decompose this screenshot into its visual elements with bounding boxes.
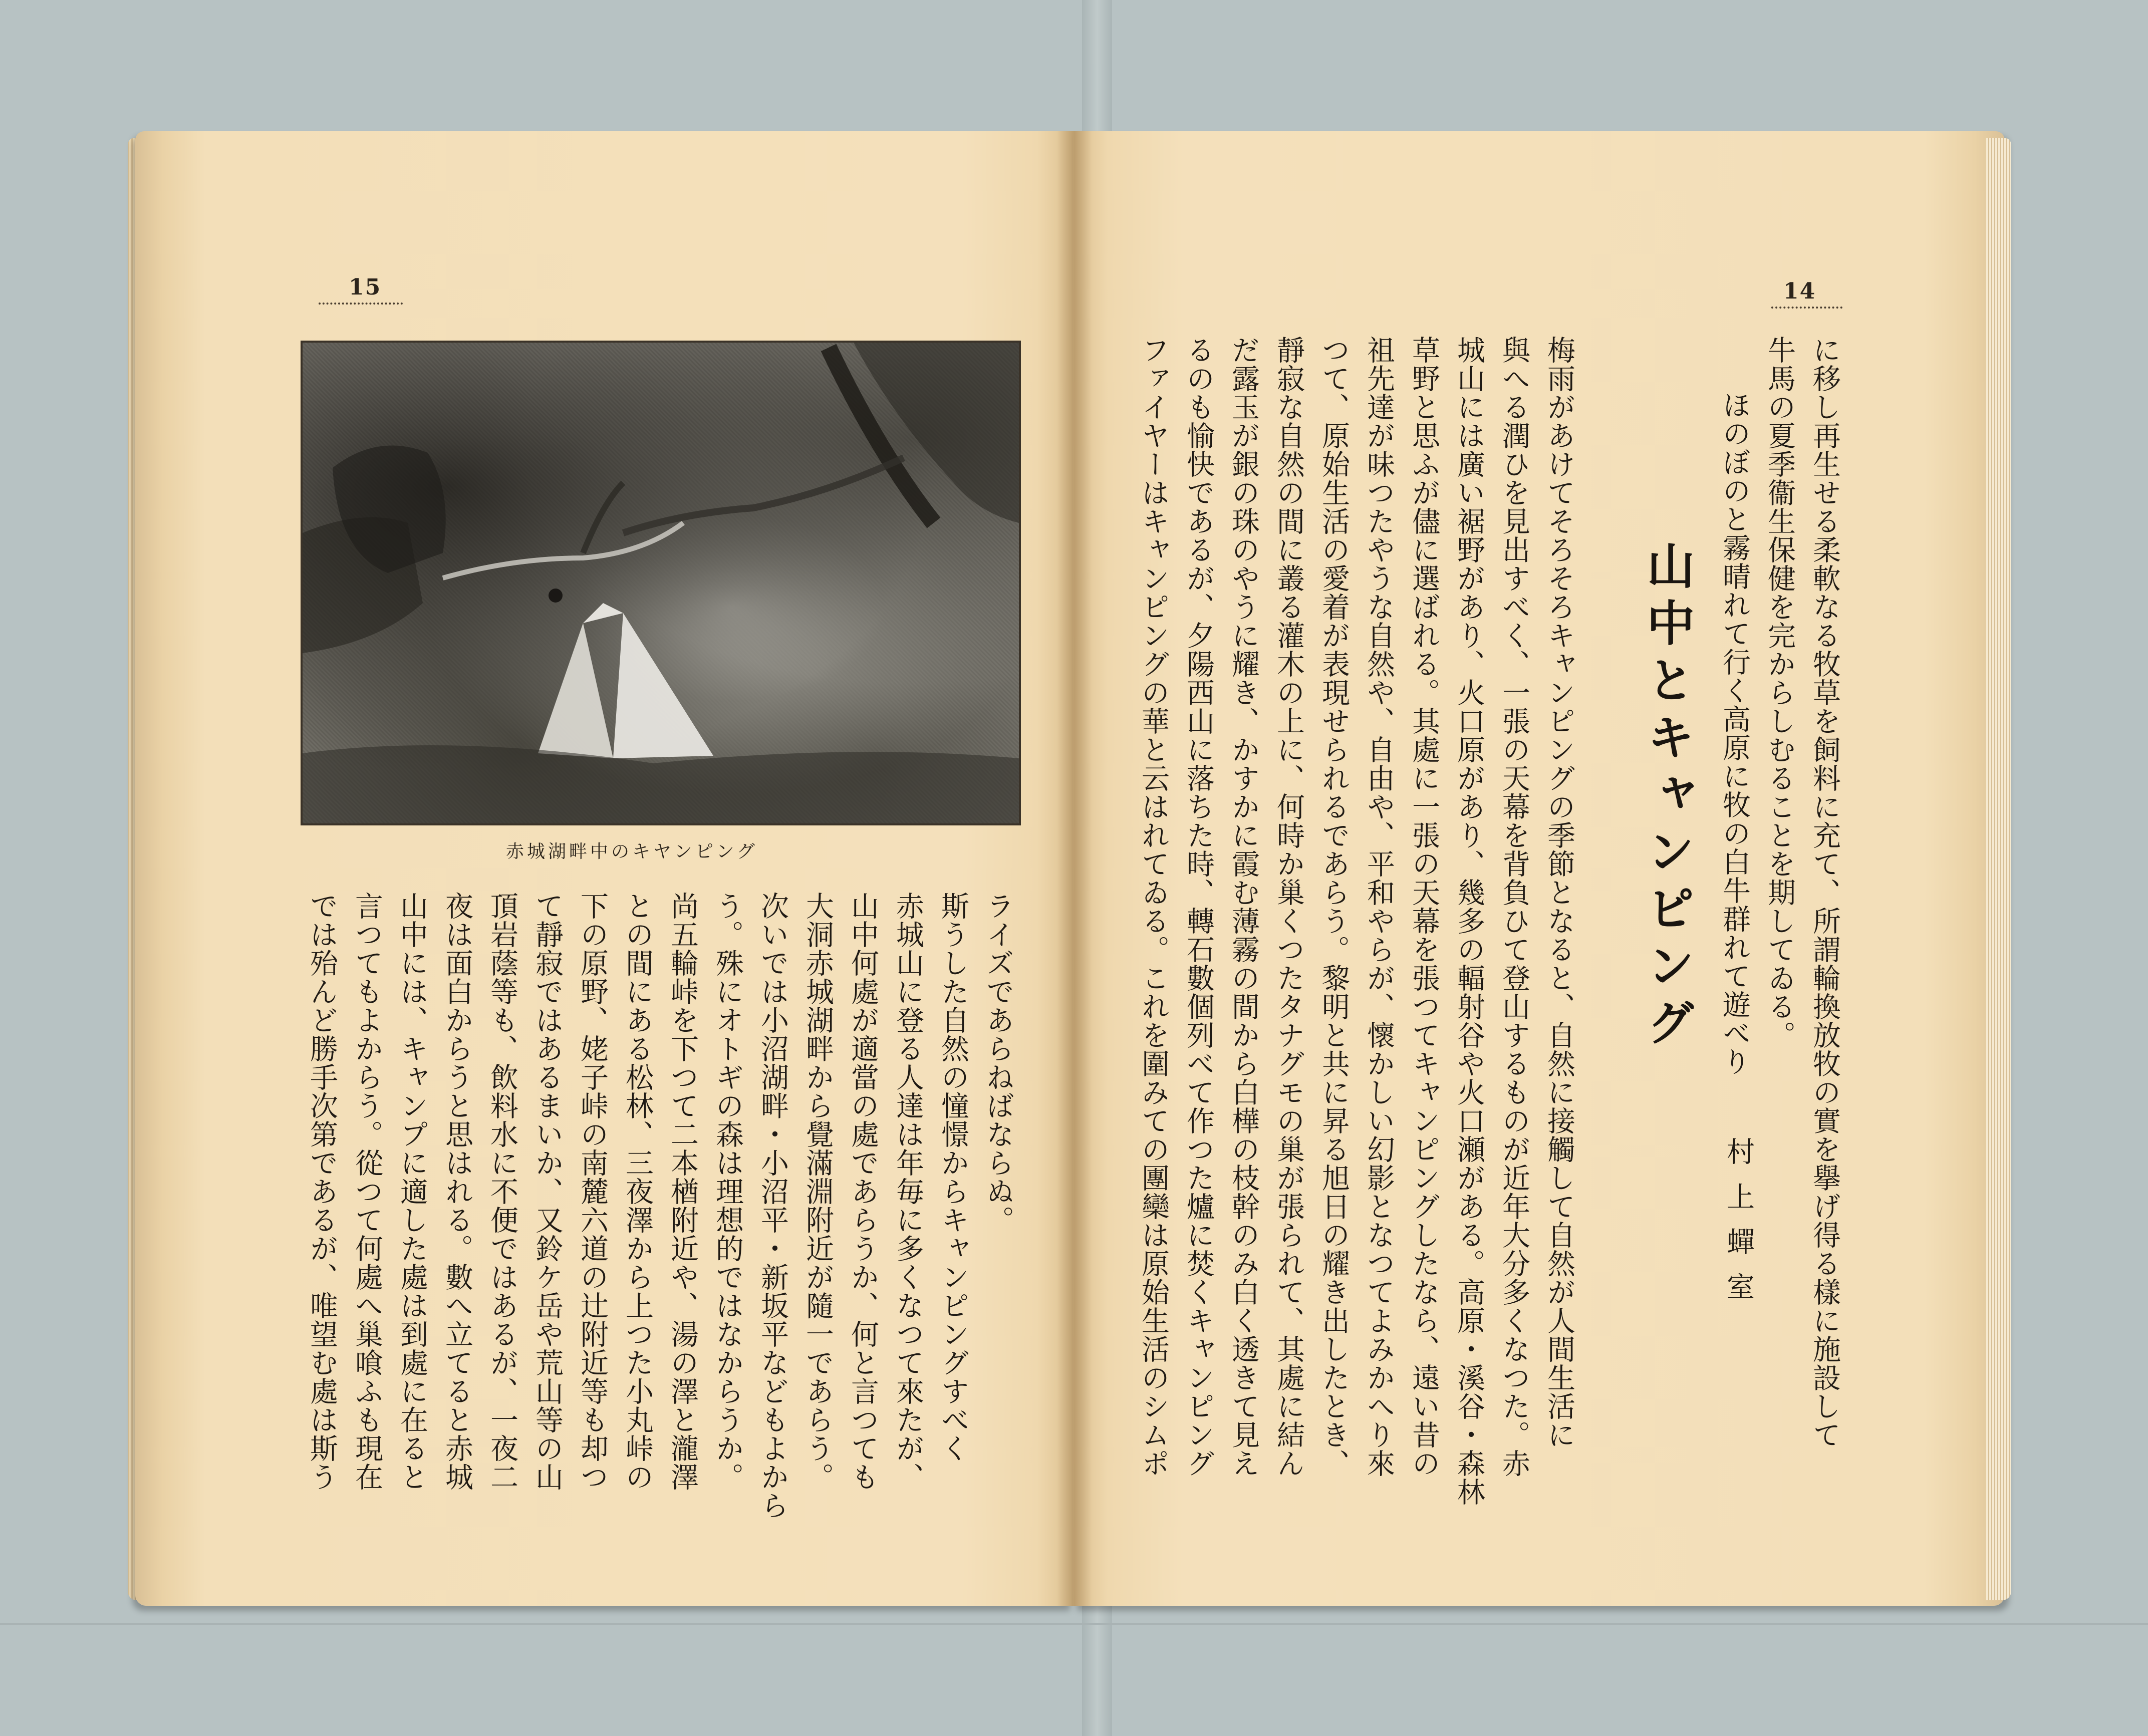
camping-photo (301, 341, 1021, 825)
left-line-13: 夜は面白からうと思はれる。數へ立てると赤城 (441, 892, 473, 1491)
left-line-3: 赤城山に登る人達は年毎に多くなつて來たが、 (892, 892, 924, 1491)
body-line-4: 草野と思ふが儘に選ばれる。其處に一張の天幕を張つてキャンピングしたなら、遠い昔の (1408, 336, 1440, 1478)
photo-caption: 赤城湖畔中のキヤンピング (506, 841, 758, 862)
left-line-2: 斯うした自然の憧憬からキャンピングすべく (937, 892, 969, 1463)
body-line-8: だ露玉が銀の珠のやうに耀き、かすかに霞む薄霧の間から白樺の枝幹のみ白く透きて見え (1227, 336, 1260, 1478)
body-line-9: るのも愉快であるが、夕陽西山に落ちた時、轉石數個列べて作つた爐に焚くキャンピング (1182, 336, 1215, 1478)
right-page-number: 14 (1783, 278, 1816, 304)
left-line-1: ライズであらねばならぬ。 (982, 892, 1014, 1234)
left-line-5: 大洞赤城湖畔から覺滿淵附近が隨一であらう。 (801, 892, 834, 1491)
left-line-10: 下の原野、姥子峠の南麓六道の辻附近等も却つ (576, 892, 609, 1491)
body-line-3: 城山には廣い裾野があり、火口原があり、幾多の輻射谷や火口瀬がある。高原・溪谷・森林 (1453, 336, 1485, 1506)
article-title: 山中とキャンピング (1639, 541, 1696, 1055)
intro-line-2: 牛馬の夏季衞生保健を完からしむることを期してゐる。 (1763, 336, 1796, 1049)
left-line-14: 山中には、キャンプに適した處は到處に在ると (396, 892, 428, 1491)
right-page-stack-edges (1986, 138, 2011, 1600)
left-line-9: との間にある松林、三夜澤から上つた小丸峠の (621, 892, 654, 1491)
background-board-edge (0, 1623, 2148, 1625)
camping-photo-illustration (303, 343, 1019, 823)
left-line-11: て靜寂ではあるまいか、又鈴ケ岳や荒山等の山 (531, 892, 564, 1491)
book-gutter (1057, 131, 1092, 1606)
left-line-16: では殆んど勝手次第であるが、唯望む處は斯う (306, 892, 338, 1491)
intro-line-3: ほのぼのと霧晴れて行く高原に牧の白牛群れて遊べり (1718, 391, 1751, 1076)
left-line-8: 尚五輪峠を下つて二本楢附近や、湯の澤と瀧澤 (666, 892, 699, 1491)
body-line-6: つて、原始生活の愛着が表現せられるであらう。黎明と共に昇る旭日の耀き出したとき、 (1317, 336, 1350, 1478)
left-line-12: 頂岩蔭等も、飲料水に不便ではあるが、一夜二 (486, 892, 518, 1491)
right-page-number-rule (1771, 307, 1842, 309)
body-line-7: 靜寂な自然の間に叢る灌木の上に、何時か巢くつたタナグモの巢が張られて、其處に結ん (1272, 336, 1305, 1478)
article-author: 村上蟬室 (1722, 1137, 1755, 1317)
body-line-2: 與へる潤ひを見出すべく、一張の天幕を背負ひて登山するものが近年大分多くなつた。赤 (1498, 336, 1530, 1478)
intro-line-1: に移し再生せる柔軟なる牧草を飼料に充て、所謂輪換放牧の實を擧げ得る樣に施設して (1808, 336, 1841, 1449)
left-page-number-rule (319, 303, 403, 305)
left-line-6: 次いでは小沼湖畔・小沼平・新坂平などもよから (756, 892, 789, 1520)
left-line-4: 山中何處が適當の處であらうか、何と言つても (847, 892, 879, 1491)
left-line-15: 言つてもよからう。從つて何處へ巢喰ふも現在 (351, 892, 383, 1491)
left-page-number: 15 (349, 274, 382, 300)
body-line-5: 祖先達が味つたやうな自然や、自由や、平和やらが、懷かしい幻影となつてよみかへり來 (1363, 336, 1395, 1478)
body-line-10: ファイヤーはキャンピングの華と云はれてゐる。これを圍みての團欒は原始生活のシムポ (1137, 336, 1170, 1478)
left-line-7: う。殊にオトギの森は理想的ではなからうか。 (711, 892, 744, 1491)
body-line-1: 梅雨があけてそろそろキャンピングの季節となると、自然に接觸して自然が人間生活に (1543, 336, 1575, 1449)
